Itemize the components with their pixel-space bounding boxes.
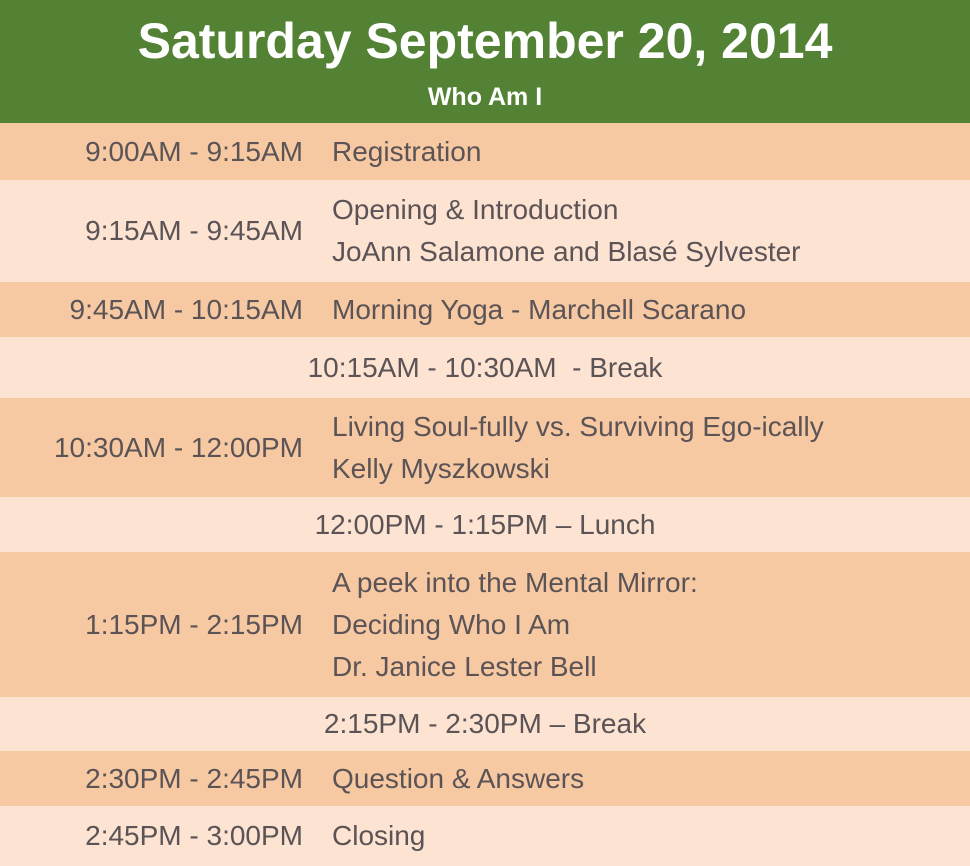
- time-cell: 10:30AM - 12:00PM: [53, 431, 303, 463]
- break-label: 12:00PM - 1:15PM – Lunch: [314, 508, 656, 540]
- presenter-name: Kelly Myszkowski: [332, 452, 550, 484]
- description-cell: [332, 289, 746, 331]
- time-cell: 9:00AM - 9:15AM: [85, 135, 303, 167]
- session-title: Morning Yoga - Marchell Scarano: [332, 293, 747, 325]
- session-title: Opening & Introduction: [332, 194, 619, 225]
- break-row: [0, 497, 970, 552]
- description-cell: [332, 562, 698, 688]
- break-row: [0, 697, 970, 751]
- presenter-name: JoAnn Salamone and Blasé Sylvester: [332, 236, 801, 267]
- date-title: Saturday September 20, 2014: [137, 13, 833, 69]
- description-cell: [332, 815, 425, 857]
- session-subtitle: Deciding Who I Am: [332, 608, 571, 640]
- schedule-row: [0, 123, 970, 180]
- time-cell: 9:45AM - 10:15AM: [69, 293, 303, 325]
- session-title: Registration: [332, 135, 482, 167]
- time-cell: 1:15PM - 2:15PM: [85, 608, 303, 640]
- session-title: Living Soul-fully vs. Surviving Ego-ically: [332, 410, 824, 442]
- session-title: A peek into the Mental Mirror:: [332, 566, 698, 598]
- session-title: Question & Answers: [332, 762, 585, 794]
- description-cell: [332, 131, 481, 173]
- description-cell: [332, 406, 824, 490]
- break-row: [0, 337, 970, 398]
- description-cell: [332, 189, 801, 273]
- break-label: 10:15AM - 10:30AM - Break: [307, 351, 663, 383]
- time-cell: 9:15AM - 9:45AM: [85, 215, 303, 246]
- description-cell: [332, 758, 584, 800]
- schedule-row: [0, 552, 970, 697]
- time-cell: 2:30PM - 2:45PM: [85, 762, 303, 794]
- break-label: 2:15PM - 2:30PM – Break: [323, 708, 647, 739]
- schedule-row: [0, 751, 970, 806]
- time-cell: 2:45PM - 3:00PM: [85, 820, 303, 851]
- schedule-row: [0, 282, 970, 337]
- presenter-name: Dr. Janice Lester Bell: [332, 650, 597, 682]
- schedule-header: [0, 0, 970, 123]
- session-title: Closing: [332, 820, 426, 851]
- event-subtitle: Who Am I: [427, 83, 543, 111]
- schedule-row: [0, 806, 970, 866]
- schedule-row: [0, 180, 970, 282]
- schedule-row: [0, 398, 970, 497]
